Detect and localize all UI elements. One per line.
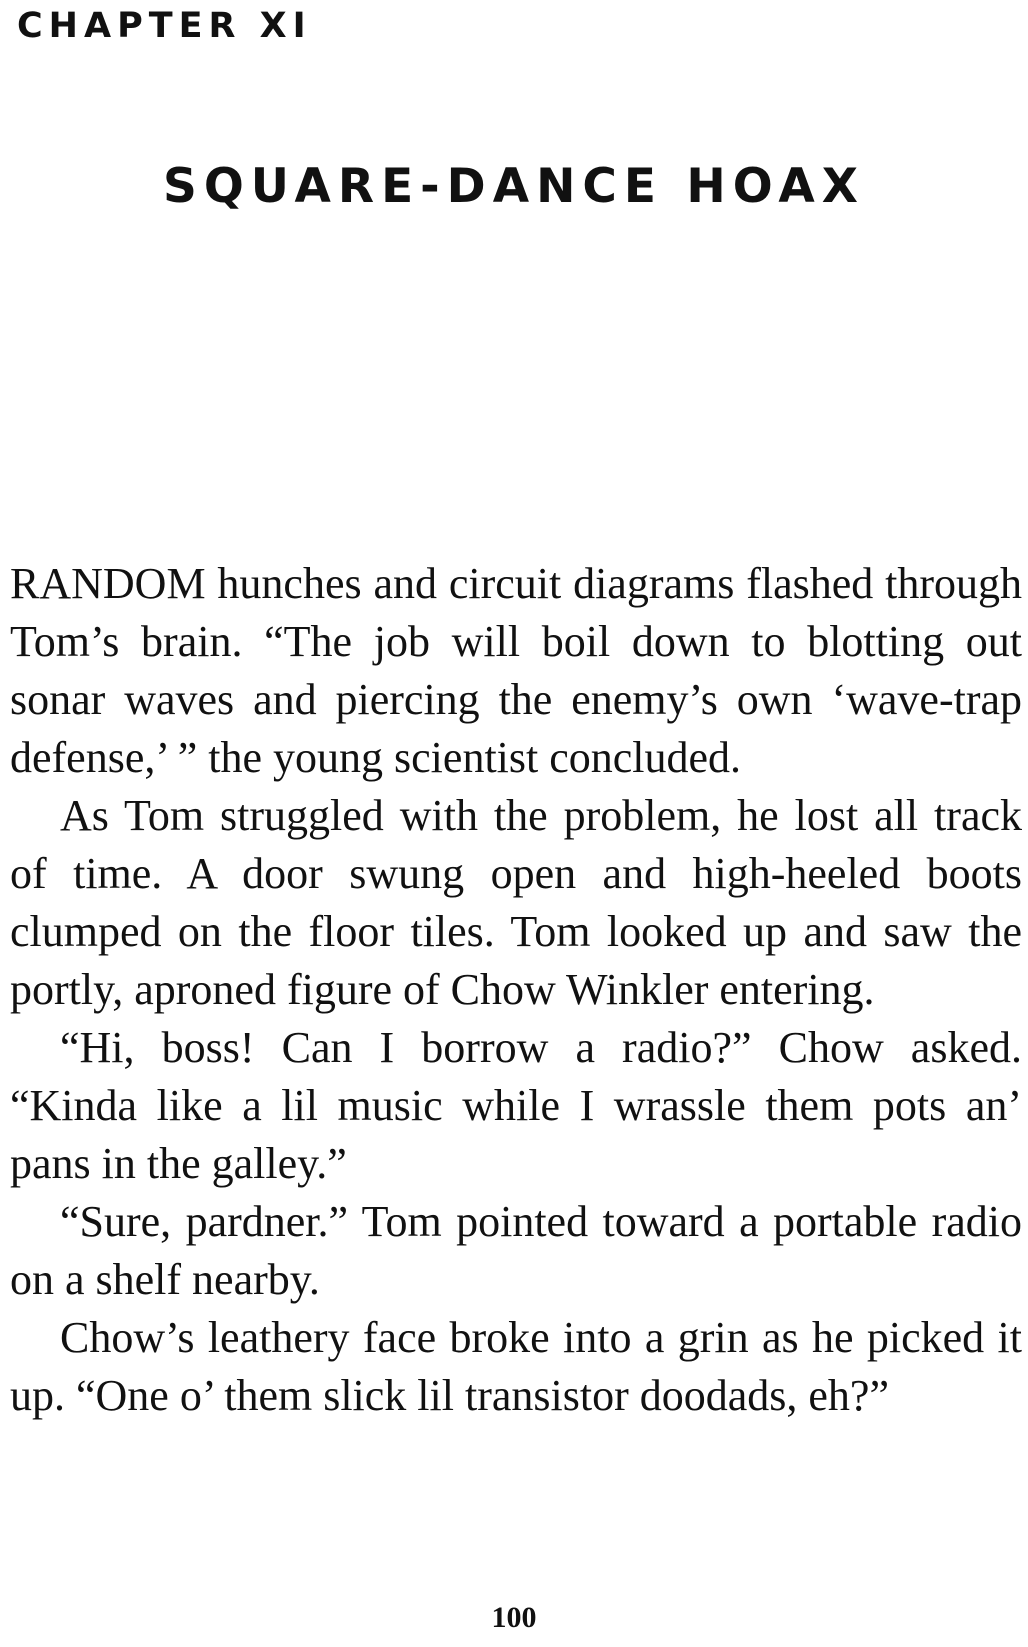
page-number: 100 — [491, 1601, 537, 1634]
chapter-label: CHAPTER XI — [17, 6, 312, 46]
chapter-title: SQUARE-DANCE HOAX — [162, 159, 866, 214]
paragraph: RANDOM hunches and circuit diagrams flashed through Tom’s brain. “The job will boil down to blotting out sonar waves and piercing the enemy’s own ‘wave-trap defense,’ ” the young scientist concluded. — [10, 559, 1022, 782]
paragraph: Chow’s leathery face broke into a grin as he picked it up. “One o’ them slick lil transistor doodads, eh?” — [10, 1313, 1022, 1420]
body-text — [10, 555, 1022, 1425]
paragraph: “Hi, boss! Can I borrow a radio?” Chow asked. “Kinda like a lil music while I wrassle them pots an’ pans in the galley.” — [10, 1023, 1022, 1188]
paragraph: As Tom struggled with the problem, he lost all track of time. A door swung open and high-heeled boots clumped on the floor tiles. Tom looked up and saw the portly, aproned figure of Chow Winkler entering. — [10, 791, 1022, 1014]
paragraph: “Sure, pardner.” Tom pointed toward a portable radio on a shelf nearby. — [10, 1197, 1022, 1304]
